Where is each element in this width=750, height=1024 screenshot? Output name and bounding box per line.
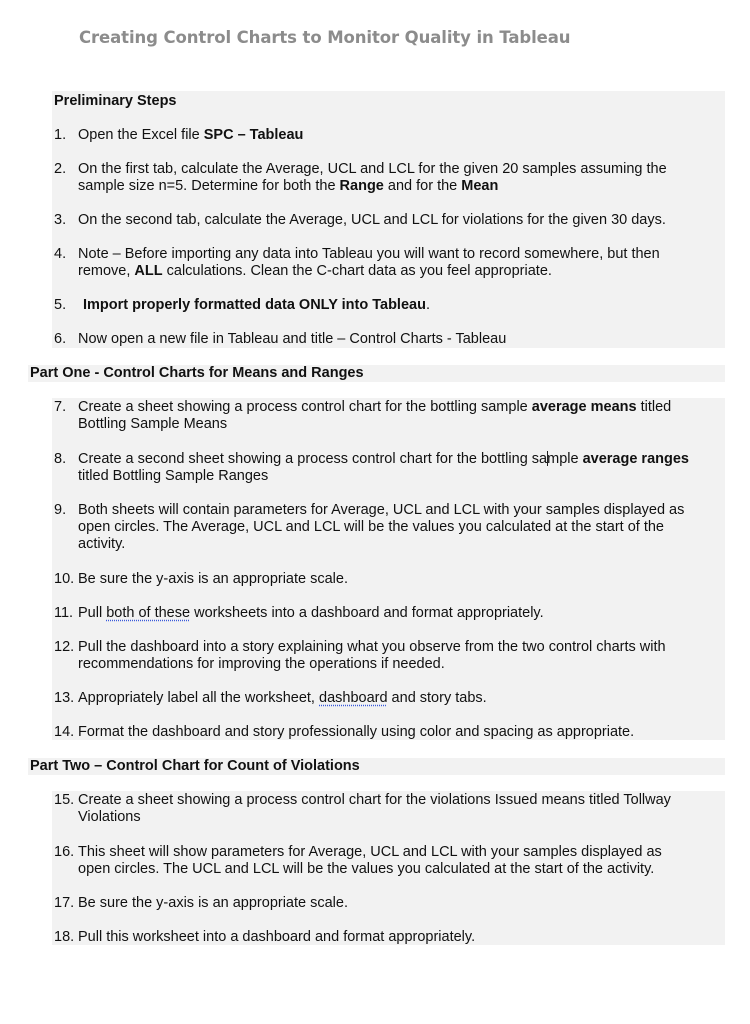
document-title: Creating Control Charts to Monitor Quality in Tableau	[79, 28, 571, 47]
item-number: 3.	[54, 212, 67, 228]
item-bold-text: Mean	[461, 178, 499, 194]
part-one-shade	[52, 398, 725, 740]
item-text: Create a sheet showing a process control chart for the bottling sample	[78, 399, 532, 415]
item-text: Be sure the y-axis is an appropriate scale.	[78, 895, 348, 911]
list-item	[54, 502, 722, 553]
item-text: Appropriately label all the worksheet,	[78, 690, 319, 706]
item-text: Create a second sheet showing a process control chart for the bottling sa	[78, 451, 548, 467]
item-bold-text: average means	[531, 399, 637, 415]
item-text: both of these	[106, 605, 191, 621]
list-item	[54, 690, 722, 707]
item-text: dashboard	[319, 690, 388, 706]
list-item	[54, 844, 722, 878]
item-text: Violations	[78, 809, 141, 825]
item-text: and for the	[383, 178, 462, 194]
item-bold-text: average ranges	[582, 451, 689, 467]
item-text: worksheets into a dashboard and format appropriately.	[190, 605, 544, 621]
item-text: remove,	[78, 263, 135, 279]
item-text: recommendations for improving the operations if needed.	[78, 656, 445, 672]
item-number: 8.	[54, 451, 67, 467]
item-number: 6.	[54, 331, 67, 347]
item-text: titled Bottling Sample Ranges	[78, 468, 269, 484]
item-text: calculations. Clean the C-chart data as you feel appropriate.	[162, 263, 552, 279]
list-item	[54, 161, 722, 195]
item-text: sample size n=5. Determine for both the	[78, 178, 340, 194]
part-two-heading: Part Two – Control Chart for Count of Violations	[30, 758, 360, 774]
preliminary-heading: Preliminary Steps	[54, 93, 177, 109]
item-text: .	[425, 297, 430, 313]
item-number: 2.	[54, 161, 67, 177]
item-number: 11.	[54, 605, 74, 621]
list-item	[54, 212, 722, 229]
item-number: 17.	[54, 895, 75, 911]
item-text: and story tabs.	[387, 690, 487, 706]
item-number: 14.	[54, 724, 75, 740]
list-item	[54, 724, 722, 741]
item-text: Pull	[78, 605, 107, 621]
list-item	[54, 639, 722, 673]
item-number: 16.	[54, 844, 75, 860]
list-item	[54, 571, 722, 588]
list-item	[54, 399, 722, 433]
item-text: Note – Before importing any data into Tableau you will want to record somewhere, but then	[78, 246, 660, 262]
list-item	[54, 297, 722, 314]
list-item	[54, 605, 722, 622]
list-item	[54, 127, 722, 144]
item-number: 10.	[54, 571, 75, 587]
item-text: Format the dashboard and story professionally using color and spacing as appropriate.	[78, 724, 635, 740]
list-item	[54, 451, 722, 485]
list-item	[54, 792, 722, 826]
item-text: open circles. The Average, UCL and LCL will be the values you calculated at the start of the	[78, 519, 664, 535]
item-number: 12.	[54, 639, 75, 655]
item-number: 13.	[54, 690, 75, 706]
item-number: 9.	[54, 502, 67, 518]
item-text: On the second tab, calculate the Average, UCL and LCL for violations for the given 30 days.	[78, 212, 666, 228]
item-text: On the first tab, calculate the Average, UCL and LCL for the given 20 samples assuming the	[78, 161, 667, 177]
item-text: This sheet will show parameters for Average, UCL and LCL with your samples displayed as	[78, 844, 662, 860]
list-item	[54, 331, 722, 348]
item-text: titled	[636, 399, 672, 415]
item-number: 7.	[54, 399, 67, 415]
list-item	[54, 246, 722, 280]
item-text: Both sheets will contain parameters for Average, UCL and LCL with your samples displayed as	[78, 502, 685, 518]
item-bold-text: SPC – Tableau	[203, 127, 304, 143]
part-one-heading: Part One - Control Charts for Means and Ranges	[30, 365, 364, 381]
item-number: 18.	[54, 929, 75, 945]
item-bold-text: Range	[339, 178, 384, 194]
item-text: Create a sheet showing a process control chart for the violations Issued means titled Tollway	[78, 792, 671, 808]
item-text: Pull this worksheet into a dashboard and format appropriately.	[78, 929, 476, 945]
item-text: Be sure the y-axis is an appropriate scale.	[78, 571, 348, 587]
item-number: 15.	[54, 792, 75, 808]
list-item	[54, 929, 722, 946]
item-text: activity.	[78, 536, 126, 552]
item-text: Now open a new file in Tableau and title – Control Charts - Tableau	[78, 331, 507, 347]
item-number: 4.	[54, 246, 67, 262]
item-text: mple	[547, 451, 583, 467]
item-text: Bottling Sample Means	[78, 416, 228, 432]
item-bold-text: ALL	[134, 263, 163, 279]
item-number: 5.	[54, 297, 67, 313]
item-text: Pull the dashboard into a story explaining what you observe from the two control charts with	[78, 639, 666, 655]
item-text: open circles. The UCL and LCL will be the values you calculated at the start of the activity.	[78, 861, 655, 877]
list-item	[54, 895, 722, 912]
item-bold-text: Import properly formatted data ONLY into Tableau	[83, 297, 426, 313]
item-number: 1.	[54, 127, 67, 143]
item-text: Open the Excel file	[78, 127, 204, 143]
